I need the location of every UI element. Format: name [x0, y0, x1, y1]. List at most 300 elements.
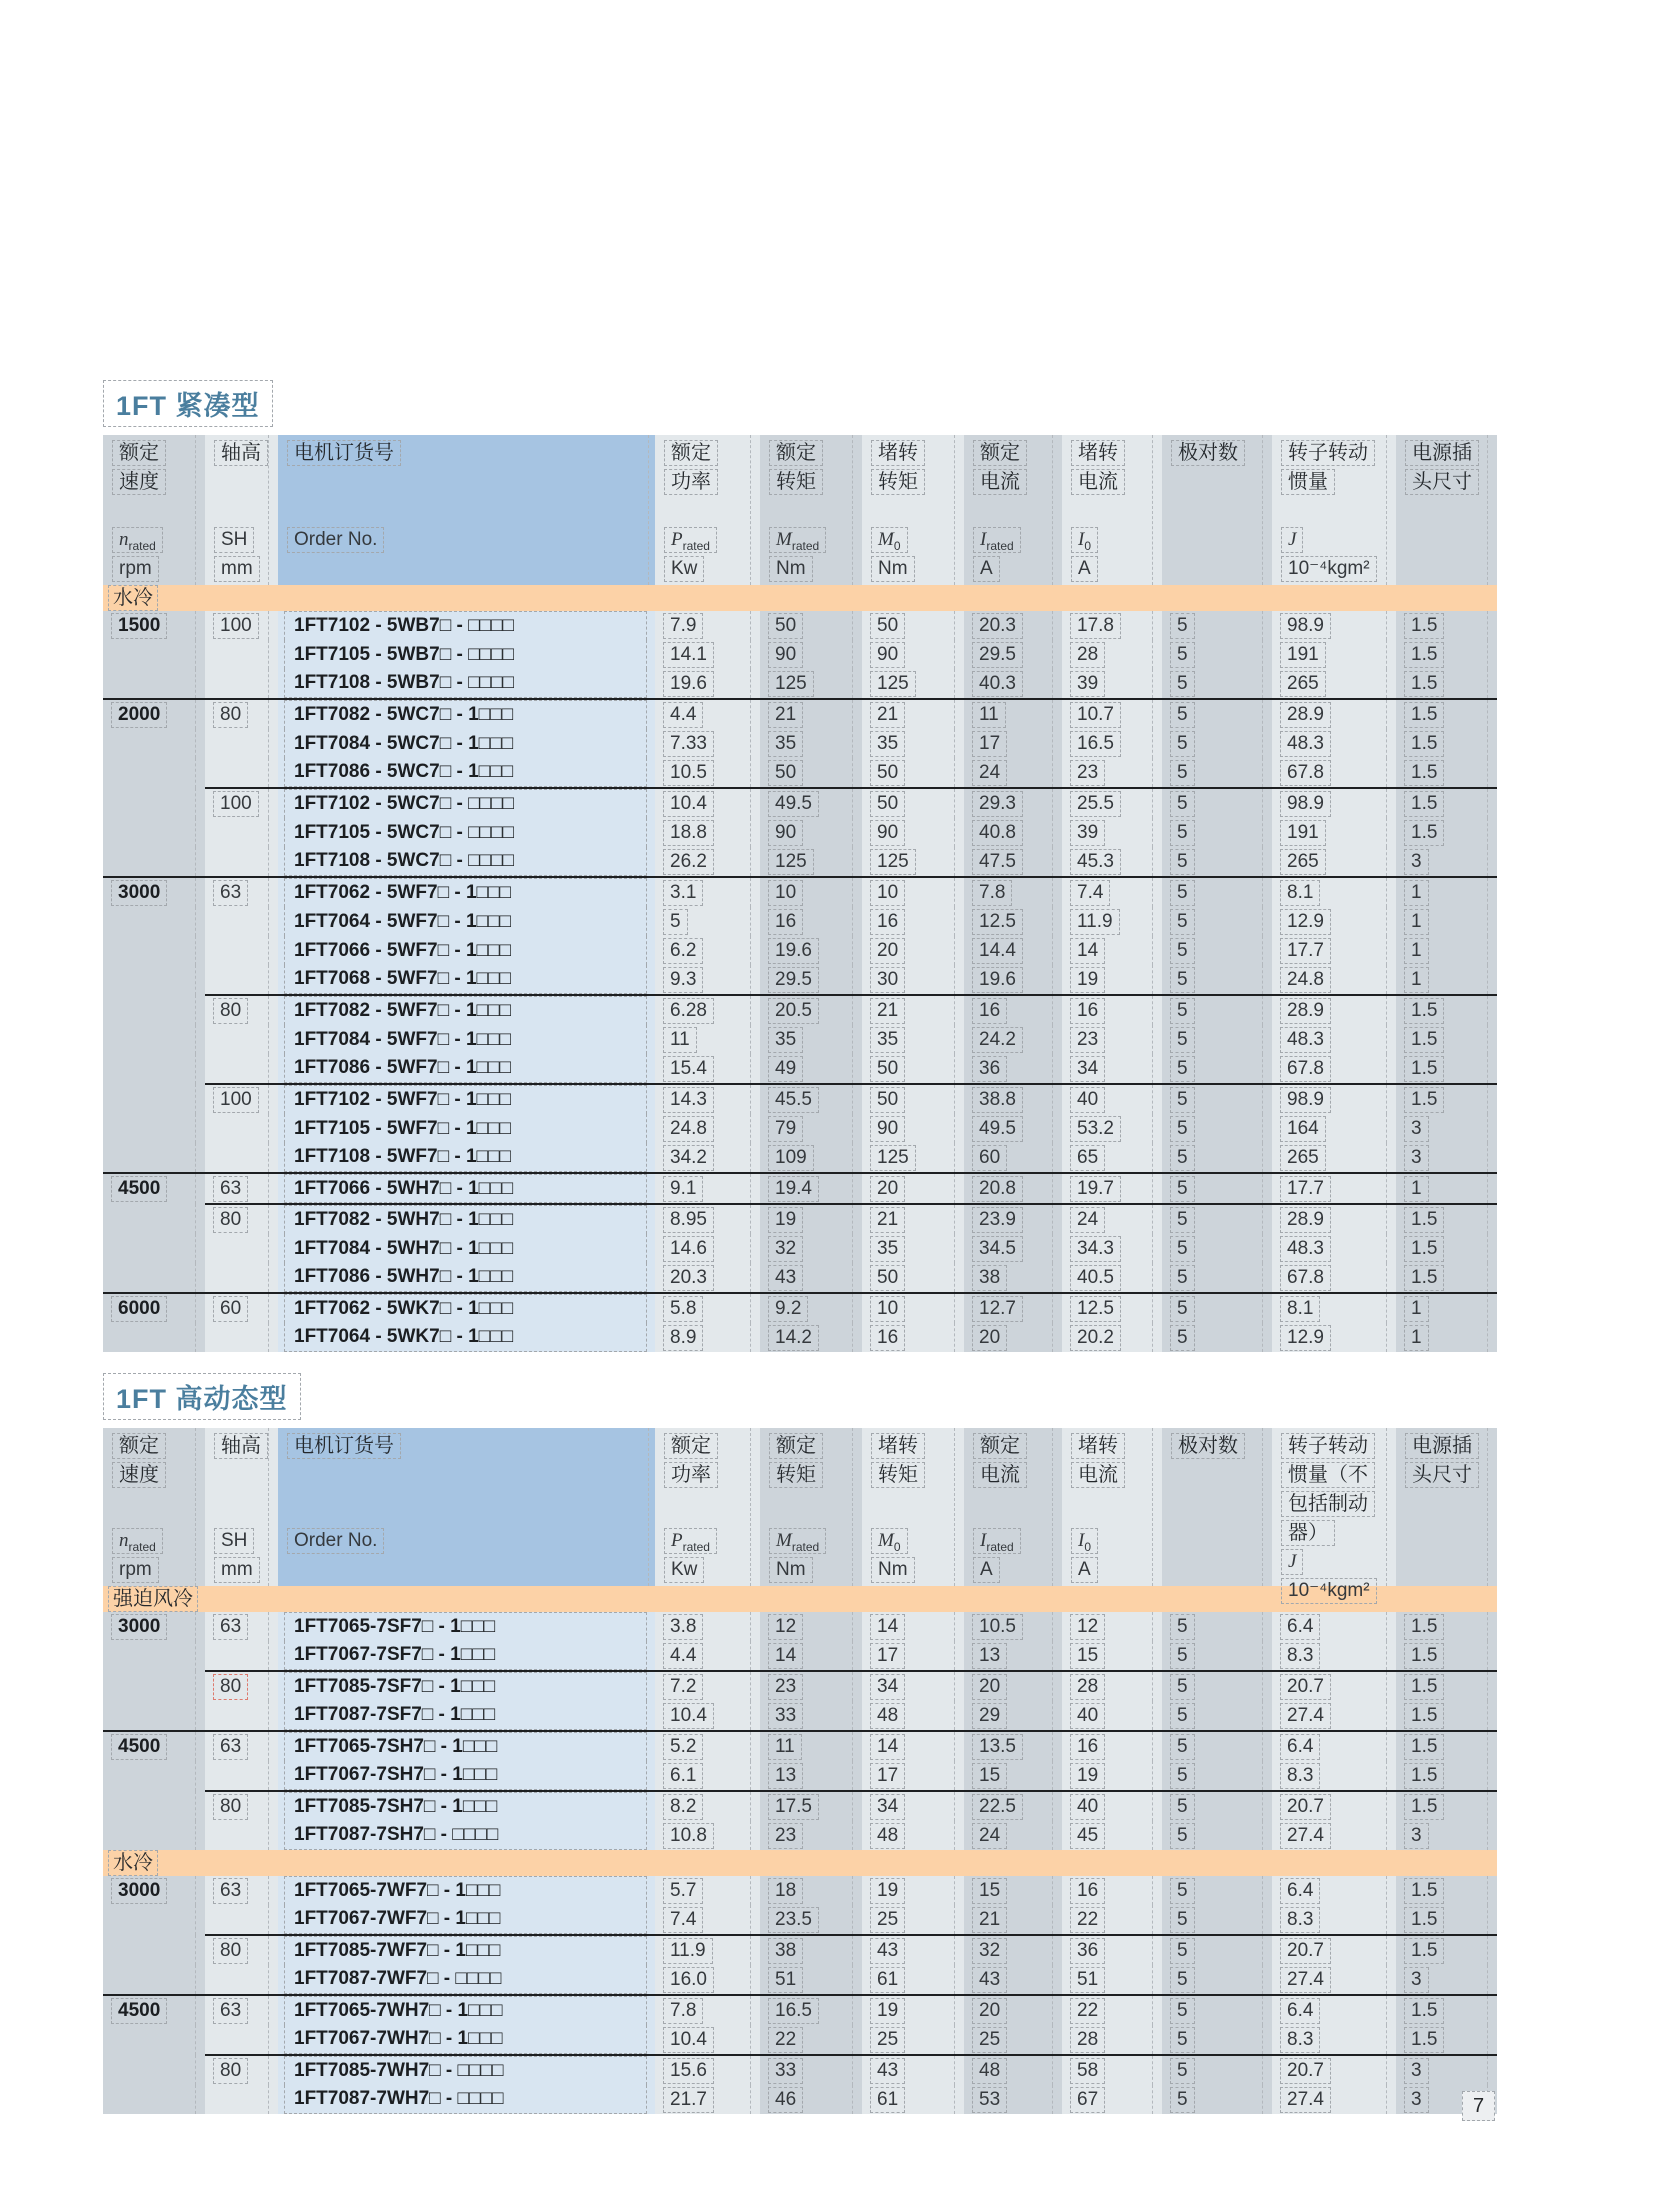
cell-value: 58: [1070, 2058, 1105, 2084]
column-header: 极对数: [1162, 435, 1272, 585]
cell-value: 43: [972, 1967, 1007, 1993]
cell-value: 98.9: [1280, 613, 1331, 639]
cell-value: 1.5: [1404, 613, 1444, 639]
shaft-height: 60: [213, 1296, 248, 1322]
cell-value: 10.5: [663, 760, 714, 786]
column-unit: Nm: [871, 1557, 915, 1583]
cell-value: 10: [768, 880, 803, 906]
shaft-height: 100: [213, 613, 259, 639]
column-header: 额定 转矩 $M_{rated}$ Nm: [760, 1428, 862, 1586]
order-number: 1FT7105 - 5WC7□ - □□□□: [284, 818, 647, 847]
rated-speed: 4500: [111, 1734, 167, 1760]
cell-value: 28: [1070, 2027, 1105, 2053]
cell-value: 19.7: [1070, 1176, 1121, 1202]
cell-value: 5: [1170, 1907, 1195, 1933]
cell-value: 20: [972, 1325, 1007, 1351]
cell-value: 1: [1404, 938, 1429, 964]
column-symbol: $P_{rated}$: [664, 1528, 717, 1554]
cell-value: 61: [870, 2087, 905, 2113]
cell-value: 5: [1170, 1794, 1195, 1820]
table-row: [103, 699, 1497, 729]
order-number: 1FT7082 - 5WF7□ - 1□□□: [284, 996, 647, 1025]
order-number: 1FT7087-7WF7□ - □□□□: [284, 1965, 647, 1994]
cell-value: 34: [1070, 1056, 1105, 1082]
cell-value: 7.33: [663, 731, 714, 757]
cell-value: 3: [1404, 2058, 1429, 2084]
cell-value: 61: [870, 1967, 905, 1993]
table-row: [103, 1731, 1497, 1761]
order-number: 1FT7105 - 5WB7□ - □□□□: [284, 640, 647, 669]
cell-value: 4.4: [663, 1643, 703, 1669]
column-symbol: $I_{rated}$: [973, 1528, 1021, 1554]
order-number: 1FT7064 - 5WK7□ - 1□□□: [284, 1323, 647, 1352]
cell-value: 5: [1170, 1056, 1195, 1082]
cell-value: 1.5: [1404, 1794, 1444, 1820]
order-number: 1FT7102 - 5WB7□ - □□□□: [284, 611, 647, 640]
cell-value: 1.5: [1404, 702, 1444, 728]
cell-value: 21: [972, 1907, 1007, 1933]
cell-value: 1.5: [1404, 671, 1444, 697]
cell-value: 12: [1070, 1614, 1105, 1640]
table-row: [103, 1054, 1497, 1084]
cell-value: 17.8: [1070, 613, 1121, 639]
cell-value: 17: [972, 731, 1007, 757]
cell-value: 5: [1170, 1265, 1195, 1291]
cell-value: 18: [768, 1878, 803, 1904]
column-unit: rpm: [112, 1557, 159, 1583]
shaft-height: 80: [213, 1794, 248, 1820]
cell-value: 1: [1404, 1176, 1429, 1202]
cell-value: 19: [1070, 1763, 1105, 1789]
cell-value: 8.1: [1280, 1296, 1320, 1322]
cell-value: 1.5: [1404, 1998, 1444, 2024]
column-symbol: $M_{rated}$: [769, 527, 826, 553]
cell-value: 6.28: [663, 998, 714, 1024]
cell-value: 43: [870, 1938, 905, 1964]
cell-value: 18.8: [663, 820, 714, 846]
column-header: 堵转 转矩 $M_0$ Nm: [862, 435, 964, 585]
cell-value: 5: [1170, 791, 1195, 817]
cell-value: 7.4: [1070, 880, 1110, 906]
cell-value: 22: [1070, 1998, 1105, 2024]
order-number: 1FT7065-7SF7□ - 1□□□: [284, 1612, 647, 1641]
table-row: [103, 877, 1497, 907]
cell-value: 17: [870, 1643, 905, 1669]
cell-value: 14: [870, 1734, 905, 1760]
cell-value: 5: [1170, 1674, 1195, 1700]
cell-value: 1.5: [1404, 731, 1444, 757]
shaft-height: 63: [213, 1878, 248, 1904]
column-header: 电源插 头尺寸: [1396, 435, 1497, 585]
cell-value: 12.9: [1280, 1325, 1331, 1351]
cell-value: 27.4: [1280, 1967, 1331, 1993]
cell-value: 1: [1404, 909, 1429, 935]
cell-value: 5: [1170, 1614, 1195, 1640]
shaft-height: 63: [213, 1176, 248, 1202]
table-row: [103, 1234, 1497, 1263]
order-number: 1FT7085-7SF7□ - 1□□□: [284, 1672, 647, 1701]
cell-value: 14.3: [663, 1087, 714, 1113]
order-number: 1FT7067-7WH7□ - 1□□□: [284, 2025, 647, 2054]
column-header: 转子转动 惯量 J 10⁻⁴kgm²: [1272, 435, 1396, 585]
cell-value: 5.2: [663, 1734, 703, 1760]
cell-value: 35: [870, 731, 905, 757]
shaft-height: 63: [213, 1734, 248, 1760]
order-number: 1FT7082 - 5WH7□ - 1□□□: [284, 1205, 647, 1234]
cell-value: 39: [1070, 671, 1105, 697]
cell-value: 50: [870, 791, 905, 817]
cell-value: 48: [870, 1823, 905, 1849]
order-number: 1FT7085-7WH7□ - □□□□: [284, 2056, 647, 2085]
cell-value: 11: [663, 1027, 697, 1053]
cell-value: 11: [972, 702, 1006, 728]
cell-value: 79: [768, 1116, 803, 1142]
cell-value: 11.9: [1070, 909, 1120, 935]
cell-value: 1.5: [1404, 1207, 1444, 1233]
cell-value: 51: [1070, 1967, 1105, 1993]
cell-value: 13.5: [972, 1734, 1023, 1760]
cell-value: 5: [1170, 1763, 1195, 1789]
cell-value: 19.6: [972, 967, 1023, 993]
cell-value: 40: [1070, 1794, 1105, 1820]
cell-value: 45.5: [768, 1087, 819, 1113]
order-number: 1FT7084 - 5WH7□ - 1□□□: [284, 1234, 647, 1263]
cell-value: 12.7: [972, 1296, 1023, 1322]
cell-value: 50: [870, 1265, 905, 1291]
cell-value: 48.3: [1280, 1027, 1331, 1053]
column-unit: 10⁻⁴kgm²: [1281, 556, 1377, 582]
cell-value: 7.4: [663, 1907, 703, 1933]
column-header: 轴高 SH mm: [205, 1428, 278, 1586]
cell-value: 45: [1070, 1823, 1105, 1849]
cell-value: 24.8: [1280, 967, 1331, 993]
cell-value: 8.3: [1280, 2027, 1320, 2053]
column-symbol: $M_{rated}$: [769, 1528, 826, 1554]
cell-value: 29.5: [972, 642, 1023, 668]
table-title-high-dynamic: 1FT 高动态型: [103, 1373, 301, 1420]
column-unit: A: [1071, 556, 1098, 582]
order-number: 1FT7062 - 5WK7□ - 1□□□: [284, 1294, 647, 1323]
cell-value: 16.5: [768, 1998, 819, 2024]
cell-value: 5: [1170, 760, 1195, 786]
cell-value: 49: [768, 1056, 803, 1082]
cell-value: 3.1: [663, 880, 703, 906]
order-number: 1FT7105 - 5WF7□ - 1□□□: [284, 1114, 647, 1143]
cell-value: 265: [1280, 1145, 1326, 1171]
cell-value: 90: [870, 1116, 905, 1142]
table-row: [103, 1293, 1497, 1323]
cell-value: 1.5: [1404, 1674, 1444, 1700]
table-row: [103, 995, 1497, 1025]
table-row: [103, 1995, 1497, 2025]
cell-value: 15: [1070, 1643, 1105, 1669]
order-number: 1FT7067-7SF7□ - 1□□□: [284, 1641, 647, 1670]
cell-value: 23: [768, 1823, 803, 1849]
cell-value: 50: [768, 760, 803, 786]
column-unit: Kw: [664, 1557, 704, 1583]
cell-value: 5: [1170, 1967, 1195, 1993]
cell-value: 24.2: [972, 1027, 1023, 1053]
order-number: 1FT7108 - 5WF7□ - 1□□□: [284, 1143, 647, 1172]
column-header: 额定 转矩 $M_{rated}$ Nm: [760, 435, 862, 585]
section-label: 水冷: [108, 1850, 158, 1876]
table-row: [103, 1084, 1497, 1114]
cell-value: 38: [972, 1265, 1007, 1291]
cell-value: 50: [870, 1056, 905, 1082]
cell-value: 265: [1280, 671, 1326, 697]
cell-value: 7.8: [663, 1998, 703, 2024]
cell-value: 6.4: [1280, 1878, 1320, 1904]
shaft-height: 80: [213, 998, 248, 1024]
table-row: [103, 1821, 1497, 1850]
cell-value: 14.4: [972, 938, 1023, 964]
order-number: 1FT7086 - 5WF7□ - 1□□□: [284, 1054, 647, 1083]
table-row: [103, 1173, 1497, 1204]
column-unit: mm: [214, 556, 260, 582]
shaft-height: 100: [213, 1087, 259, 1113]
cell-value: 20.3: [663, 1265, 714, 1291]
cell-value: 8.3: [1280, 1643, 1320, 1669]
cell-value: 40: [1070, 1087, 1105, 1113]
cell-value: 22: [768, 2027, 803, 2053]
cell-value: 14.2: [768, 1325, 819, 1351]
cell-value: 50: [768, 613, 803, 639]
rated-speed: 6000: [111, 1296, 167, 1322]
cell-value: 17: [870, 1763, 905, 1789]
cell-value: 17.7: [1280, 938, 1331, 964]
cell-value: 24: [972, 760, 1007, 786]
order-number: 1FT7065-7SH7□ - 1□□□: [284, 1732, 647, 1761]
order-number: 1FT7066 - 5WF7□ - 1□□□: [284, 936, 647, 965]
cell-value: 5: [1170, 967, 1195, 993]
shaft-height: 80: [213, 702, 248, 728]
cell-value: 10.4: [663, 791, 714, 817]
cell-value: 14.6: [663, 1236, 714, 1262]
cell-value: 1.5: [1404, 998, 1444, 1024]
rated-speed: 3000: [111, 1614, 167, 1640]
cell-value: 40.8: [972, 820, 1023, 846]
shaft-height: 80: [213, 2058, 248, 2084]
cell-value: 39: [1070, 820, 1105, 846]
table-row: [103, 2085, 1497, 2114]
cell-value: 11.9: [663, 1938, 713, 1964]
cell-value: 5: [1170, 2058, 1195, 2084]
cell-value: 7.8: [972, 880, 1012, 906]
cell-value: 10.8: [663, 1823, 714, 1849]
cell-value: 24: [1070, 1207, 1105, 1233]
cell-value: 5: [1170, 731, 1195, 757]
column-header: 额定 功率 $P_{rated}$ Kw: [655, 1428, 760, 1586]
cell-value: 9.3: [663, 967, 703, 993]
table-row: [103, 1701, 1497, 1731]
cell-value: 21: [870, 702, 905, 728]
table-row: [103, 1935, 1497, 1965]
cell-value: 265: [1280, 849, 1326, 875]
order-number: 1FT7082 - 5WC7□ - 1□□□: [284, 700, 647, 729]
cell-value: 30: [870, 967, 905, 993]
order-number: 1FT7085-7WF7□ - 1□□□: [284, 1936, 647, 1965]
cell-value: 1.5: [1404, 1907, 1444, 1933]
rated-speed: 3000: [111, 880, 167, 906]
cell-value: 10: [870, 880, 905, 906]
cell-value: 16.5: [1070, 731, 1121, 757]
cell-value: 6.4: [1280, 1734, 1320, 1760]
cell-value: 10.4: [663, 2027, 714, 2053]
cell-value: 1.5: [1404, 760, 1444, 786]
table-row: [103, 2025, 1497, 2055]
cell-value: 14: [870, 1614, 905, 1640]
cell-value: 1.5: [1404, 1734, 1444, 1760]
cell-value: 5: [1170, 1296, 1195, 1322]
cell-value: 46: [768, 2087, 803, 2113]
table-row: [103, 1143, 1497, 1173]
cell-value: 16: [768, 909, 803, 935]
cell-value: 28.9: [1280, 702, 1331, 728]
column-unit: A: [973, 556, 1000, 582]
table-row: [103, 1323, 1497, 1352]
cell-value: 60: [972, 1145, 1007, 1171]
cell-value: 19.4: [768, 1176, 819, 1202]
shaft-height: 80: [213, 1207, 248, 1233]
cell-value: 1.5: [1404, 1763, 1444, 1789]
cell-value: 1: [1404, 880, 1429, 906]
cell-value: 48: [972, 2058, 1007, 2084]
column-symbol: $P_{rated}$: [664, 527, 717, 553]
column-symbol: $n_{rated}$: [112, 1528, 163, 1554]
table-row: [103, 1114, 1497, 1143]
cell-value: 3.8: [663, 1614, 703, 1640]
cell-value: 5: [1170, 1236, 1195, 1262]
table-row: [103, 1791, 1497, 1821]
cell-value: 1.5: [1404, 1265, 1444, 1291]
cell-value: 28: [1070, 642, 1105, 668]
cell-value: 23.9: [972, 1207, 1023, 1233]
cell-value: 34: [870, 1674, 905, 1700]
cell-value: 5: [1170, 1823, 1195, 1849]
cell-value: 90: [768, 642, 803, 668]
cell-value: 6.4: [1280, 1614, 1320, 1640]
cell-value: 40.3: [972, 671, 1023, 697]
cell-value: 20.5: [768, 998, 819, 1024]
cell-value: 19: [870, 1998, 905, 2024]
cell-value: 8.1: [1280, 880, 1320, 906]
cell-value: 35: [870, 1236, 905, 1262]
cell-value: 15: [972, 1763, 1007, 1789]
cell-value: 5: [1170, 1878, 1195, 1904]
cell-value: 5: [1170, 642, 1195, 668]
order-number: 1FT7068 - 5WF7□ - 1□□□: [284, 965, 647, 994]
cell-value: 22: [1070, 1907, 1105, 1933]
order-number: 1FT7108 - 5WB7□ - □□□□: [284, 669, 647, 698]
cell-value: 5: [1170, 1176, 1195, 1202]
column-header: 额定 电流 $I_{rated}$ A: [964, 435, 1062, 585]
cell-value: 27.4: [1280, 2087, 1331, 2113]
order-number: 1FT7102 - 5WF7□ - 1□□□: [284, 1085, 647, 1114]
cell-value: 14.1: [663, 642, 714, 668]
cell-value: 48.3: [1280, 1236, 1331, 1262]
cell-value: 50: [870, 613, 905, 639]
cell-value: 20: [972, 1674, 1007, 1700]
page-number: [1462, 2091, 1495, 2121]
column-header: 额定 速度 $n_{rated}$ rpm: [103, 1428, 205, 1586]
cell-value: 1.5: [1404, 1027, 1444, 1053]
cell-value: 1.5: [1404, 2027, 1444, 2053]
cell-value: 5: [1170, 1207, 1195, 1233]
cell-value: 17.7: [1280, 1176, 1331, 1202]
cell-value: 5: [1170, 1703, 1195, 1729]
order-number: 1FT7087-7WH7□ - □□□□: [284, 2085, 647, 2114]
cell-value: 10.5: [972, 1614, 1023, 1640]
order-number: 1FT7086 - 5WC7□ - 1□□□: [284, 758, 647, 787]
column-header: 电机订货号 Order No.: [278, 435, 655, 585]
cell-value: 28: [1070, 1674, 1105, 1700]
cell-value: 10.7: [1070, 702, 1121, 728]
shaft-height: 80: [213, 1674, 248, 1700]
cell-value: 5: [1170, 909, 1195, 935]
column-header: 额定 功率 $P_{rated}$ Kw: [655, 435, 760, 585]
cell-value: 24: [972, 1823, 1007, 1849]
cell-value: 7.2: [663, 1674, 703, 1700]
shaft-height: 63: [213, 1614, 248, 1640]
cell-value: 3: [1404, 1823, 1429, 1849]
cell-value: 35: [870, 1027, 905, 1053]
cell-value: 125: [870, 671, 916, 697]
cell-value: 8.9: [663, 1325, 703, 1351]
cell-value: 125: [870, 1145, 916, 1171]
cell-value: 67.8: [1280, 1056, 1331, 1082]
cell-value: 16: [1070, 998, 1105, 1024]
cell-value: 15.6: [663, 2058, 714, 2084]
column-symbol: SH: [214, 1528, 254, 1554]
column-unit: rpm: [112, 556, 159, 582]
page-number-value: 7: [1462, 2091, 1495, 2121]
cell-value: 12.5: [1070, 1296, 1121, 1322]
cell-value: 1: [1404, 1296, 1429, 1322]
cell-value: 16: [870, 909, 905, 935]
cell-value: 5: [1170, 671, 1195, 697]
rated-speed: 1500: [111, 613, 167, 639]
cell-value: 12: [768, 1614, 803, 1640]
column-header: 堵转 电流 $I_0$ A: [1062, 1428, 1162, 1586]
table-row: [103, 788, 1497, 818]
order-number: 1FT7087-7SH7□ - □□□□: [284, 1821, 647, 1850]
cell-value: 1.5: [1404, 791, 1444, 817]
cell-value: 17.5: [768, 1794, 819, 1820]
cell-value: 38.8: [972, 1087, 1023, 1113]
column-header: 轴高 SH mm: [205, 435, 278, 585]
cell-value: 1.5: [1404, 1938, 1444, 1964]
cell-value: 34.3: [1070, 1236, 1121, 1262]
table-row: [103, 1263, 1497, 1293]
cell-value: 90: [768, 820, 803, 846]
cell-value: 13: [768, 1763, 803, 1789]
cell-value: 8.3: [1280, 1907, 1320, 1933]
column-header: 极对数: [1162, 1428, 1272, 1586]
cell-value: 5: [1170, 1145, 1195, 1171]
order-number: 1FT7084 - 5WC7□ - 1□□□: [284, 729, 647, 758]
cell-value: 125: [870, 849, 916, 875]
cell-value: 67.8: [1280, 1265, 1331, 1291]
cell-value: 125: [768, 849, 814, 875]
cell-value: 12.9: [1280, 909, 1331, 935]
table-row: [103, 669, 1497, 699]
column-header: 额定 速度 $n_{rated}$ rpm: [103, 435, 205, 585]
order-number: 1FT7064 - 5WF7□ - 1□□□: [284, 907, 647, 936]
catalog-table: [103, 435, 1497, 1352]
cell-value: 5: [1170, 2027, 1195, 2053]
table-row: [103, 818, 1497, 847]
table-row: [103, 729, 1497, 758]
